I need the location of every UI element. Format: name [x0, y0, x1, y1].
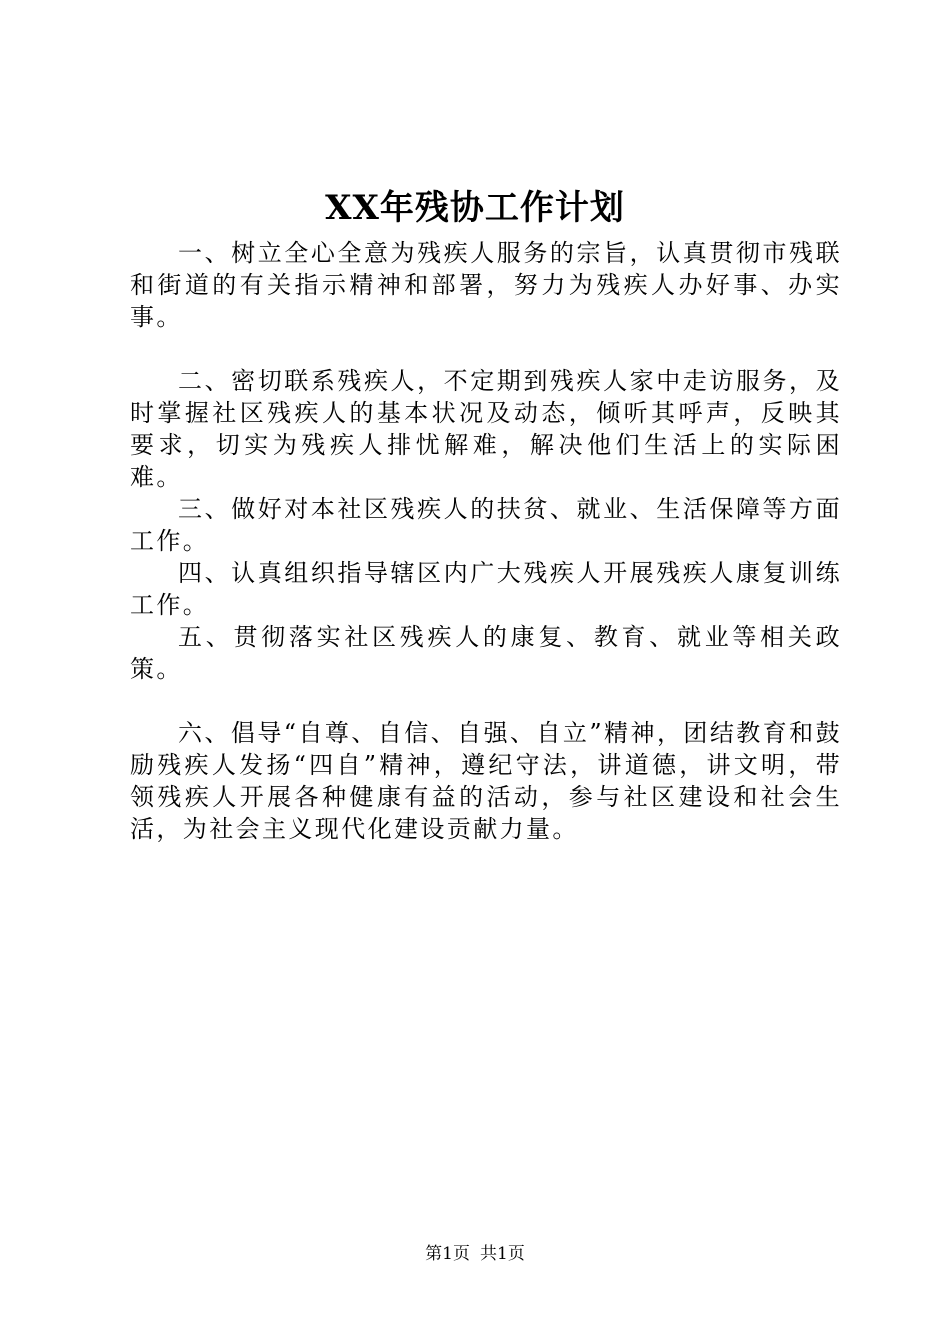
paragraph-5: 五、贯彻落实社区残疾人的康复、教育、就业等相关政策。 [130, 623, 842, 683]
paragraph-1: 一、树立全心全意为残疾人服务的宗旨，认真贯彻市残联和街道的有关指示精神和部署，努力为残疾人办好事、办实事。 [130, 239, 842, 331]
paragraph-4: 四、认真组织指导辖区内广大残疾人开展残疾人康复训练工作。 [130, 559, 842, 619]
paragraph-6: 六、倡导“自尊、自信、自强、自立”精神，团结教育和鼓励残疾人发扬“四自”精神，遵纪守法，讲道德，讲文明，带领残疾人开展各种健康有益的活动，参与社区建设和社会生活，为社会主义现代化建设贡献力量。 [130, 719, 842, 843]
document-title: XX年残协工作计划 [325, 188, 625, 228]
page-number-total: 共1页 [480, 1244, 525, 1264]
document-body [130, 237, 842, 845]
page-number-current: 第1页 [425, 1244, 470, 1264]
paragraph-3: 三、做好对本社区残疾人的扶贫、就业、生活保障等方面工作。 [130, 495, 842, 555]
page-footer [0, 1242, 950, 1266]
paragraph-2: 二、密切联系残疾人，不定期到残疾人家中走访服务，及时掌握社区残疾人的基本状况及动态，倾听其呼声，反映其要求，切实为残疾人排忧解难，解决他们生活上的实际困难。 [130, 367, 842, 491]
